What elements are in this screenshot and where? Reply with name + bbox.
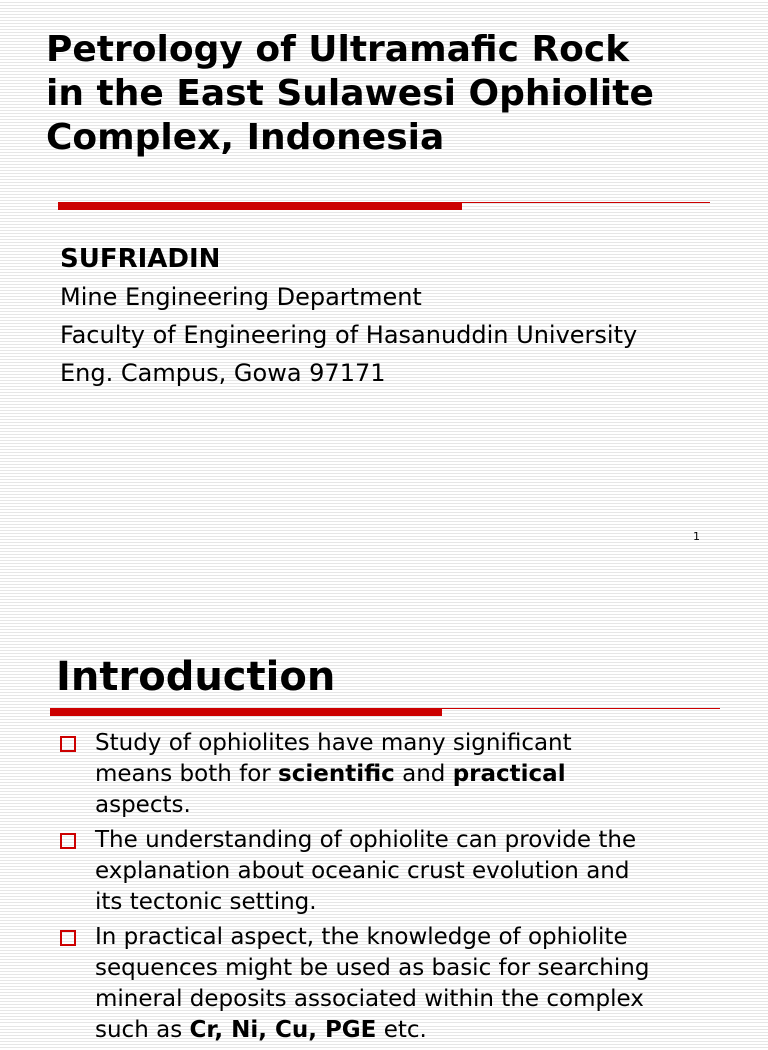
divider-thick-segment	[50, 708, 442, 716]
emphasis-practical: practical	[452, 761, 566, 787]
affiliation-address: Eng. Campus, Gowa 97171	[60, 359, 386, 387]
title-line: Complex, Indonesia	[46, 117, 445, 158]
bullet-line: its tectonic setting.	[95, 889, 317, 915]
bullet-text: etc.	[376, 1017, 427, 1043]
bullet-line: sequences might be used as basic for searching	[95, 955, 650, 981]
bullet-line: The understanding of ophiolite can provide the	[95, 827, 637, 853]
hollow-square-bullet-icon	[60, 930, 76, 946]
emphasis-metals: Cr, Ni, Cu, PGE	[189, 1017, 377, 1043]
title-divider	[58, 202, 710, 210]
bullet-line: aspects.	[95, 792, 191, 818]
list-item	[60, 825, 750, 918]
list-item	[60, 922, 750, 1046]
title-line: in the East Sulawesi Ophiolite	[46, 73, 654, 114]
list-item	[60, 728, 750, 821]
title-divider	[50, 708, 720, 716]
bullet-line	[95, 759, 750, 790]
bullet-line: In practical aspect, the knowledge of ophiolite	[95, 924, 628, 950]
presentation-title	[46, 28, 746, 160]
title-line: Petrology of Ultramafic Rock	[46, 29, 630, 70]
slide-number: 1	[693, 530, 700, 543]
affiliation-department: Mine Engineering Department	[60, 283, 422, 311]
bullet-line: Study of ophiolites have many significant	[95, 730, 572, 756]
author-name: SUFRIADIN	[60, 244, 221, 274]
slide-title: Introduction	[56, 654, 336, 700]
emphasis-scientific: scientific	[278, 761, 395, 787]
bullet-text: means both for	[95, 761, 279, 787]
bullet-line	[95, 1015, 750, 1046]
bullet-text: such as	[95, 1017, 190, 1043]
divider-thin-segment	[442, 708, 720, 709]
bullet-line: explanation about oceanic crust evolution and	[95, 858, 630, 884]
bullet-text: and	[394, 761, 453, 787]
bullet-list	[60, 728, 750, 1050]
divider-thick-segment	[58, 202, 462, 210]
introduction-slide	[0, 580, 768, 1043]
hollow-square-bullet-icon	[60, 833, 76, 849]
affiliation-faculty: Faculty of Engineering of Hasanuddin University	[60, 321, 638, 349]
author-block	[60, 240, 750, 392]
divider-thin-segment	[462, 202, 710, 203]
hollow-square-bullet-icon	[60, 736, 76, 752]
bullet-line: mineral deposits associated within the complex	[95, 986, 644, 1012]
